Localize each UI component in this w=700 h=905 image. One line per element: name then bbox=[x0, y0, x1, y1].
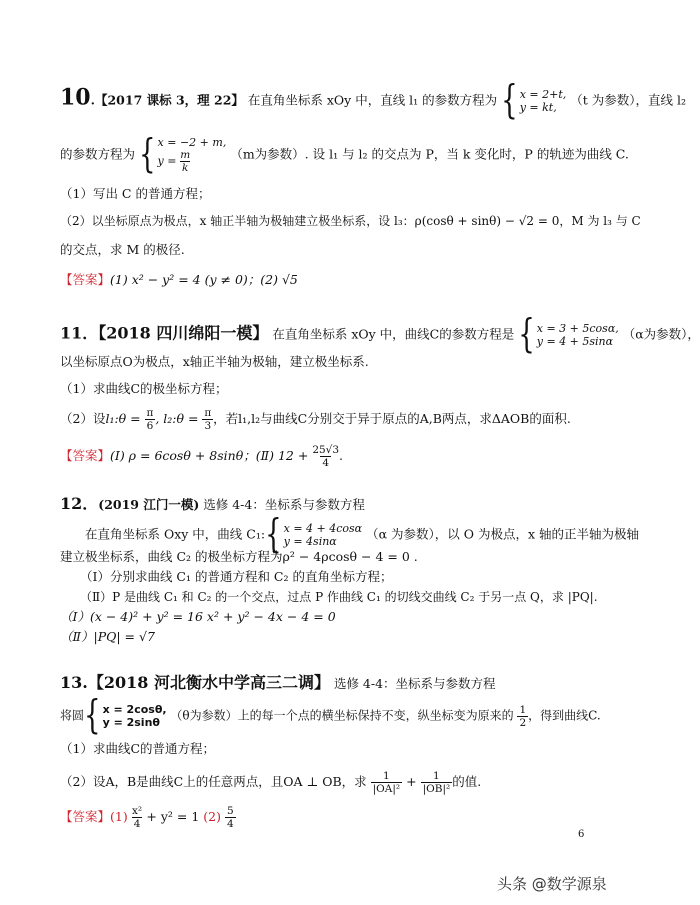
q10-answer bbox=[60, 271, 298, 289]
q13-stem-b: （θ为参数）上的每一个点的横坐标保持不变，纵坐标变为原来的 bbox=[170, 708, 514, 723]
q13-answer-label: 【答案】 bbox=[60, 809, 111, 824]
q12-source: (2019 江门一模) bbox=[98, 497, 200, 512]
q13-topic: 选修 4-4：坐标系与参数方程 bbox=[333, 676, 496, 691]
q10-l2-brace: { bbox=[139, 132, 156, 178]
q11-eq1: x = 3 + 5cosα, bbox=[536, 322, 619, 335]
q13-half-frac bbox=[517, 704, 528, 729]
q12-stem-c: 建立极坐标系，曲线 C₂ 的极坐标方程为ρ² − 4ρcosθ − 4 = 0 . bbox=[60, 549, 418, 564]
q13-eq1: x = 2cosθ, bbox=[102, 703, 167, 716]
q10-l1-eq1: x = 2+t, bbox=[519, 88, 567, 101]
q13-ans-p2: (2) bbox=[203, 809, 221, 824]
q10-answer-text: (1) x² − y² = 4 (y ≠ 0)；(2) √5 bbox=[110, 272, 298, 287]
q13-plus: + bbox=[406, 774, 417, 789]
q13-eq2: y = 2sinθ bbox=[102, 716, 160, 729]
q10-number: 10 bbox=[60, 84, 91, 111]
q10-source: .【2017 课标 3，理 22】 bbox=[90, 92, 244, 108]
q11-stem-a: 在直角坐标系 xOy 中，曲线C的参数方程是 bbox=[272, 326, 515, 342]
q13-line2 bbox=[60, 693, 601, 739]
q13-line1 bbox=[60, 674, 496, 693]
q11-part1: （1）求曲线C的极坐标方程； bbox=[60, 381, 228, 396]
q11-answer-end: . bbox=[339, 448, 344, 463]
q10-l2-eq1: x = −2 + m, bbox=[157, 136, 227, 149]
q11-line1 bbox=[60, 312, 700, 358]
q13-frac2-den: |OB|² bbox=[422, 783, 451, 795]
q13-ans-rest: + y² = 1 bbox=[146, 809, 200, 824]
q12-eq2: y = 4sinα bbox=[283, 535, 337, 548]
q11-system bbox=[537, 322, 619, 348]
q10-stem-b: （t 为参数），直线 l₂ bbox=[570, 92, 686, 108]
q12-stem-b: （α 为参数），以 O 为极点，x 轴的正半轴为极轴 bbox=[366, 526, 639, 542]
q13-ans2-frac bbox=[225, 805, 236, 830]
q10-stem-c: 的参数方程为 bbox=[60, 146, 136, 162]
q12-ans1: （Ⅰ）(x − 4)² + y² = 16 x² + y² − 4x − 4 = 0 bbox=[60, 609, 336, 624]
q11-answer bbox=[60, 444, 343, 469]
q10-part2: （2）以坐标原点为极点，x 轴正半轴为极轴建立极坐标系，设 l₃：ρ(cosθ + sinθ) − √2 = 0，M 为 l₃ 与 C bbox=[60, 214, 641, 228]
q13-ans-frac bbox=[132, 805, 143, 830]
q10-l2-system bbox=[158, 136, 227, 174]
q11-stem-b: （α为参数）， bbox=[622, 326, 700, 342]
q13-frac2-num: 1 bbox=[433, 770, 440, 782]
q10-l2-eq2-lhs: y = bbox=[157, 154, 177, 168]
q12-system bbox=[284, 522, 362, 548]
q13-frac2 bbox=[421, 770, 453, 795]
q11-answer-num: 25√3 bbox=[312, 444, 340, 456]
q10-line2 bbox=[60, 132, 629, 178]
q12-part2: （Ⅱ）P 是曲线 C₁ 和 C₂ 的一个交点，过点 P 作曲线 C₁ 的切线交曲线 C₂ 于另一点 Q，求 |PQ|. bbox=[80, 590, 598, 604]
q13-ans2-num: 5 bbox=[226, 805, 234, 817]
q13-half-num: 1 bbox=[519, 703, 527, 716]
q13-ans2-den: 4 bbox=[226, 818, 234, 830]
q10-part1: （1）写出 C 的普通方程； bbox=[60, 186, 211, 201]
q11-l1-den: 6 bbox=[146, 420, 154, 432]
q10-stem-a: 在直角坐标系 xOy 中，直线 l₁ 的参数方程为 bbox=[247, 92, 498, 108]
q13-frac1-num: 1 bbox=[383, 770, 390, 782]
q11-part2 bbox=[60, 407, 571, 432]
q13-ans-p1: (1) bbox=[110, 809, 128, 824]
q13-stem-a: 将圆 bbox=[60, 708, 85, 723]
q10-l2-frac bbox=[180, 149, 190, 174]
q11-stem-c: 以坐标原点O为极点，x轴正半轴为极轴，建立极坐标系. bbox=[60, 354, 369, 369]
q12-head: 12． bbox=[60, 494, 99, 513]
q10-l2-frac-num: m bbox=[180, 149, 191, 161]
q13-part2-a: （2）设A，B是曲线C上的任意两点，且OA ⊥ OB，求 bbox=[60, 774, 367, 789]
q12-ans2: （Ⅱ）|PQ| = √7 bbox=[60, 629, 155, 644]
q11-answer-label: 【答案】 bbox=[60, 448, 111, 463]
q13-frac1 bbox=[371, 770, 402, 795]
page-number: 6 bbox=[578, 829, 585, 840]
q12-topic: 选修 4-4：坐标系与参数方程 bbox=[203, 497, 365, 512]
q13-half-den: 2 bbox=[519, 716, 527, 729]
q10-line1 bbox=[60, 78, 686, 124]
q11-answer-a: (Ⅰ) ρ = 6cosθ + 8sinθ；(Ⅱ) bbox=[110, 448, 274, 463]
q13-head: 13.【2018 河北衡水中学高三二调】 bbox=[60, 673, 330, 692]
q11-answer-den: 4 bbox=[322, 457, 330, 469]
q13-answer bbox=[60, 805, 236, 830]
q12-brace: { bbox=[265, 512, 282, 558]
q10-l1-system bbox=[520, 88, 567, 114]
q12-stem-a: 在直角坐标系 Oxy 中，曲线 C₁: bbox=[85, 526, 266, 542]
q11-eq2: y = 4 + 5sinα bbox=[536, 335, 614, 348]
q11-l1: l₁:θ = bbox=[105, 411, 141, 426]
q11-l2-num: π bbox=[204, 407, 212, 419]
q13-part2 bbox=[60, 770, 481, 795]
q10-stem-d: （m为参数）. 设 l₁ 与 l₂ 的交点为 P，当 k 变化时，P 的轨迹为曲线 C. bbox=[230, 146, 629, 162]
q13-stem-c: ，得到曲线C. bbox=[528, 708, 601, 723]
q11-l1-num: π bbox=[146, 407, 154, 419]
q11-l1-frac bbox=[145, 407, 156, 432]
q11-part2-a: （2）设 bbox=[60, 411, 106, 426]
q12-line1 bbox=[60, 495, 365, 514]
q11-l2: , l₂:θ = bbox=[155, 411, 199, 426]
q13-ans-num: x² bbox=[131, 805, 143, 817]
q11-head: 11．【2018 四川绵阳一模】 bbox=[60, 323, 269, 343]
q10-answer-label: 【答案】 bbox=[60, 272, 111, 287]
q13-brace: { bbox=[84, 693, 101, 739]
q13-part1: （1）求曲线C的普通方程； bbox=[60, 741, 216, 756]
q11-l2-den: 3 bbox=[204, 420, 212, 432]
q11-l2-frac bbox=[202, 407, 213, 432]
q10-l1-eq2: y = kt, bbox=[519, 101, 557, 114]
q13-part2-b: 的值. bbox=[452, 774, 482, 789]
q13-system bbox=[103, 703, 167, 729]
q10-part2b: 的交点，求 M 的极径. bbox=[60, 242, 185, 257]
q12-part1: （Ⅰ）分别求曲线 C₁ 的普通方程和 C₂ 的直角坐标方程； bbox=[80, 569, 393, 584]
q11-answer-frac bbox=[312, 444, 339, 469]
q12-eq1: x = 4 + 4cosα bbox=[283, 522, 363, 535]
q13-ans-den: 4 bbox=[133, 818, 141, 830]
q10-l2-frac-den: k bbox=[181, 162, 189, 174]
watermark: 头条 @数学源泉 bbox=[497, 875, 607, 893]
q11-answer-b: 12 + bbox=[277, 448, 309, 463]
q11-brace: { bbox=[518, 312, 535, 358]
q10-l1-brace: { bbox=[501, 78, 518, 124]
q13-frac1-den: |OA|² bbox=[372, 783, 401, 795]
q11-part2-b: ，若l₁,l₂与曲线C分别交于异于原点的A,B两点，求ΔAOB的面积. bbox=[213, 411, 571, 426]
